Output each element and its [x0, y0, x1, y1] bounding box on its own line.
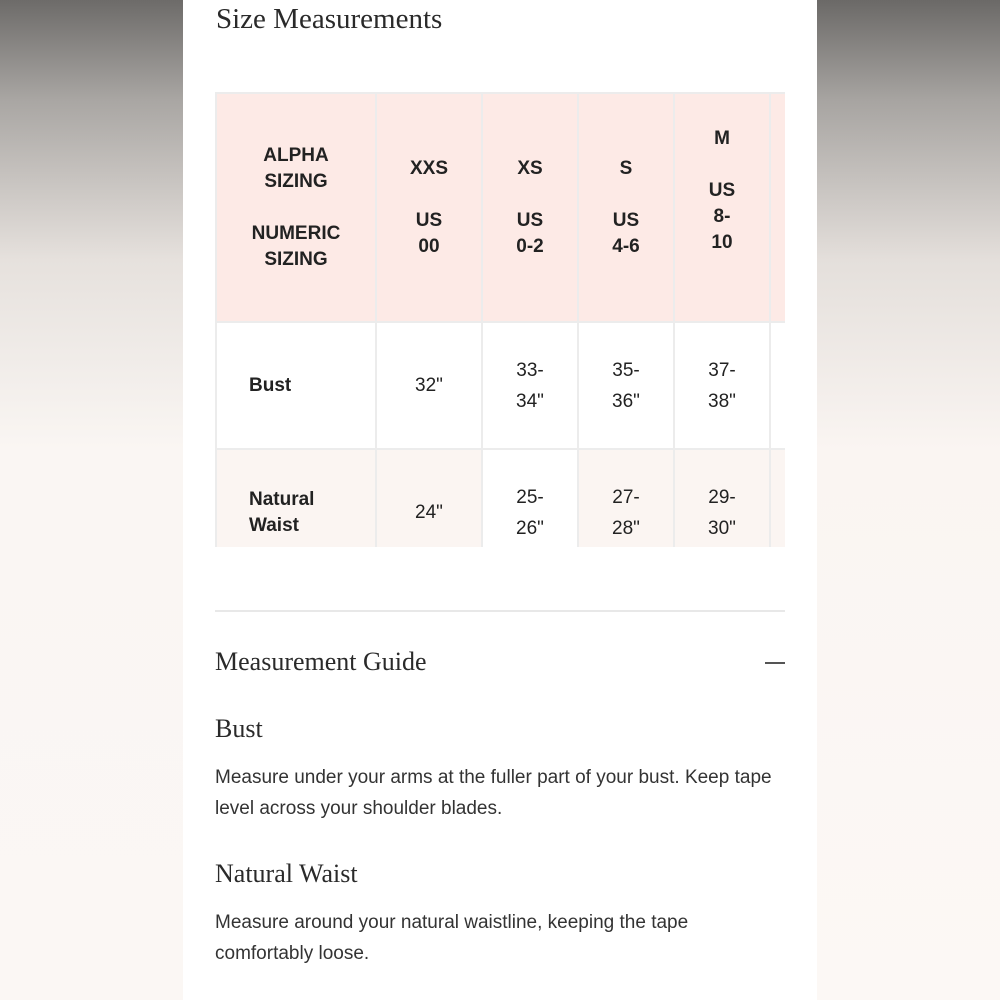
- measurement-guide-title[interactable]: Measurement Guide: [215, 647, 427, 676]
- numeric-size: US 00: [415, 209, 443, 257]
- alpha-size: M: [714, 128, 730, 149]
- table-cell: [578, 449, 674, 547]
- cell-value: 32": [415, 375, 443, 396]
- size-column-header: [376, 93, 482, 322]
- cell-value: 33-34": [516, 359, 544, 412]
- size-table: [215, 92, 785, 547]
- background-right: [817, 0, 1000, 1000]
- table-cell: [578, 322, 674, 449]
- size-column-header-clipped: [770, 93, 785, 322]
- row-label: Natural Waist: [216, 449, 376, 547]
- bust-heading: Bust: [215, 714, 263, 743]
- cell-value: 25-26": [516, 486, 544, 539]
- cell-value: 29-30": [708, 486, 736, 539]
- background-left: [0, 0, 183, 1000]
- alpha-size: XXS: [409, 157, 449, 179]
- table-cell: [674, 449, 770, 547]
- table-header-row: [216, 93, 785, 322]
- natural-waist-heading: Natural Waist: [215, 859, 358, 888]
- row-label: Bust: [216, 322, 376, 449]
- table-cell: [376, 322, 482, 449]
- numeric-sizing-label: NUMERIC SIZING: [251, 222, 341, 270]
- numeric-size: US 0-2: [516, 209, 544, 257]
- cell-value: 35-36": [612, 359, 640, 412]
- page-title: Size Measurements: [216, 3, 443, 35]
- alpha-size: S: [619, 157, 633, 179]
- size-column-header: [578, 93, 674, 322]
- table-cell: [376, 449, 482, 547]
- natural-waist-instructions: Measure around your natural waistline, keeping the tape comfortably loose.: [215, 912, 689, 964]
- size-column-header: [482, 93, 578, 322]
- table-cell: [674, 322, 770, 449]
- table-cell-clipped: [770, 322, 785, 449]
- size-guide-panel: [183, 0, 817, 1000]
- table-row: [216, 322, 785, 449]
- table-cell: [482, 449, 578, 547]
- table-cell: [482, 322, 578, 449]
- alpha-sizing-label: ALPHA SIZING: [263, 144, 329, 192]
- numeric-size: US 4-6: [612, 209, 640, 257]
- bust-instructions: Measure under your arms at the fuller part of your bust. Keep tape level across your shoulder blades.: [215, 767, 772, 819]
- numeric-size: US 8-10: [708, 180, 736, 253]
- alpha-size: XS: [517, 157, 543, 179]
- cell-value: 37-38": [708, 359, 736, 412]
- minus-icon[interactable]: [765, 662, 785, 664]
- cell-value: 27-28": [612, 486, 640, 539]
- table-row: [216, 449, 785, 547]
- section-divider: [215, 610, 785, 612]
- size-table-scroll[interactable]: [215, 92, 785, 547]
- cell-value: 24": [415, 502, 443, 523]
- header-label-cell: [216, 93, 376, 322]
- table-cell-clipped: [770, 449, 785, 547]
- size-column-header: [674, 93, 770, 322]
